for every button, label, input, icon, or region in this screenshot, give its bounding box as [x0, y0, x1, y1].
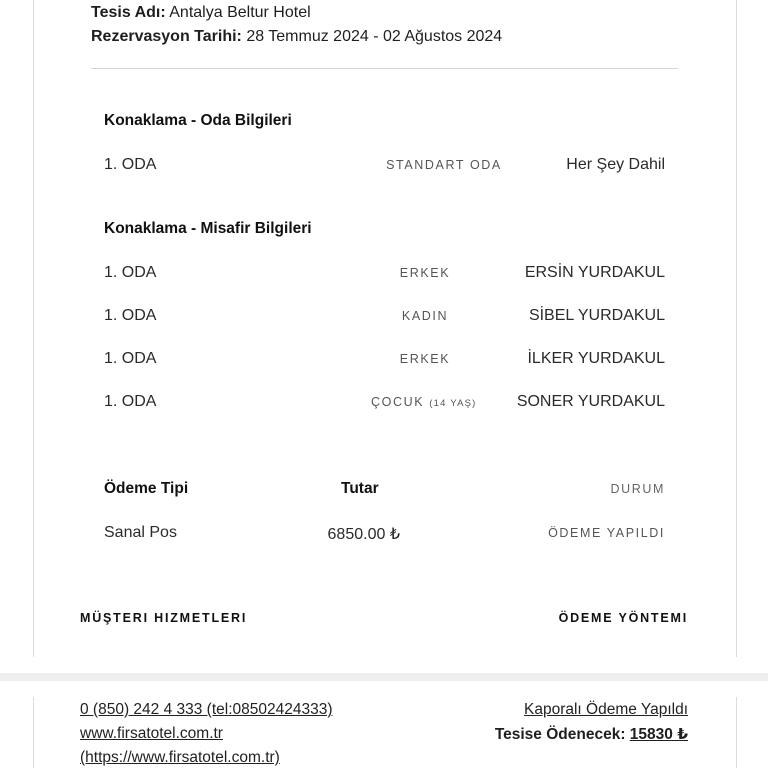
guest-name: İLKER YURDAKUL	[527, 350, 665, 367]
website-url-link[interactable]: (https://www.firsatotel.com.tr)	[80, 749, 280, 766]
phone-link[interactable]: 0 (850) 242 4 333 (tel:08502424333)	[80, 701, 333, 718]
payment-amount-header: Tutar	[341, 480, 379, 497]
guest-name: ERSİN YURDAKUL	[524, 264, 665, 281]
guest-section-title: Konaklama - Misafir Bilgileri	[104, 220, 312, 237]
facility-due-line	[440, 725, 688, 744]
guest-category-line	[371, 395, 477, 409]
reservation-date-value: 28 Temmuz 2024 - 02 Ağustos 2024	[246, 28, 503, 45]
guest-room: 1. ODA	[104, 393, 157, 410]
deposit-status: Kaporalı Ödeme Yapıldı	[524, 701, 688, 718]
reservation-date-line	[91, 28, 502, 46]
facility-name-value: Antalya Beltur Hotel	[169, 4, 311, 21]
reservation-card	[33, 0, 737, 657]
facility-name-label: Tesis Adı:	[91, 4, 166, 21]
divider	[91, 68, 678, 69]
guest-name: SİBEL YURDAKUL	[528, 307, 665, 324]
facility-name-line	[91, 4, 311, 22]
payment-type-header: Ödeme Tipi	[104, 480, 189, 497]
reservation-date-label: Rezervasyon Tarihi:	[91, 28, 242, 45]
section-separator	[0, 673, 768, 681]
guest-name: SONER YURDAKUL	[516, 393, 665, 410]
customer-service-title: MÜŞTERI HIZMETLERI	[80, 611, 248, 625]
guest-category: ÇOCUK	[371, 395, 425, 409]
guest-room: 1. ODA	[104, 307, 157, 324]
room-type: STANDART ODA	[386, 158, 502, 172]
guest-age-note: (14 YAŞ)	[429, 398, 477, 409]
guest-room: 1. ODA	[104, 264, 157, 281]
guest-room: 1. ODA	[104, 350, 157, 367]
payment-type: Sanal Pos	[104, 524, 177, 541]
facility-due-label: Tesise Ödenecek:	[494, 726, 626, 743]
payment-method-title: ÖDEME YÖNTEMI	[558, 611, 688, 625]
payment-status: ÖDEME YAPILDI	[548, 526, 665, 540]
room-section-title: Konaklama - Oda Bilgileri	[104, 112, 292, 129]
room-number: 1. ODA	[104, 156, 157, 173]
guest-category: ERKEK	[399, 266, 451, 280]
guest-category: ERKEK	[399, 352, 451, 366]
payment-status-header: DURUM	[610, 482, 665, 496]
payment-amount: 6850.00 ₺	[327, 526, 400, 543]
website-link[interactable]: www.firsatotel.com.tr	[80, 725, 223, 742]
guest-category: KADIN	[401, 309, 449, 323]
board-type: Her Şey Dahil	[566, 156, 665, 173]
facility-due-value: 15830 ₺	[629, 726, 688, 743]
